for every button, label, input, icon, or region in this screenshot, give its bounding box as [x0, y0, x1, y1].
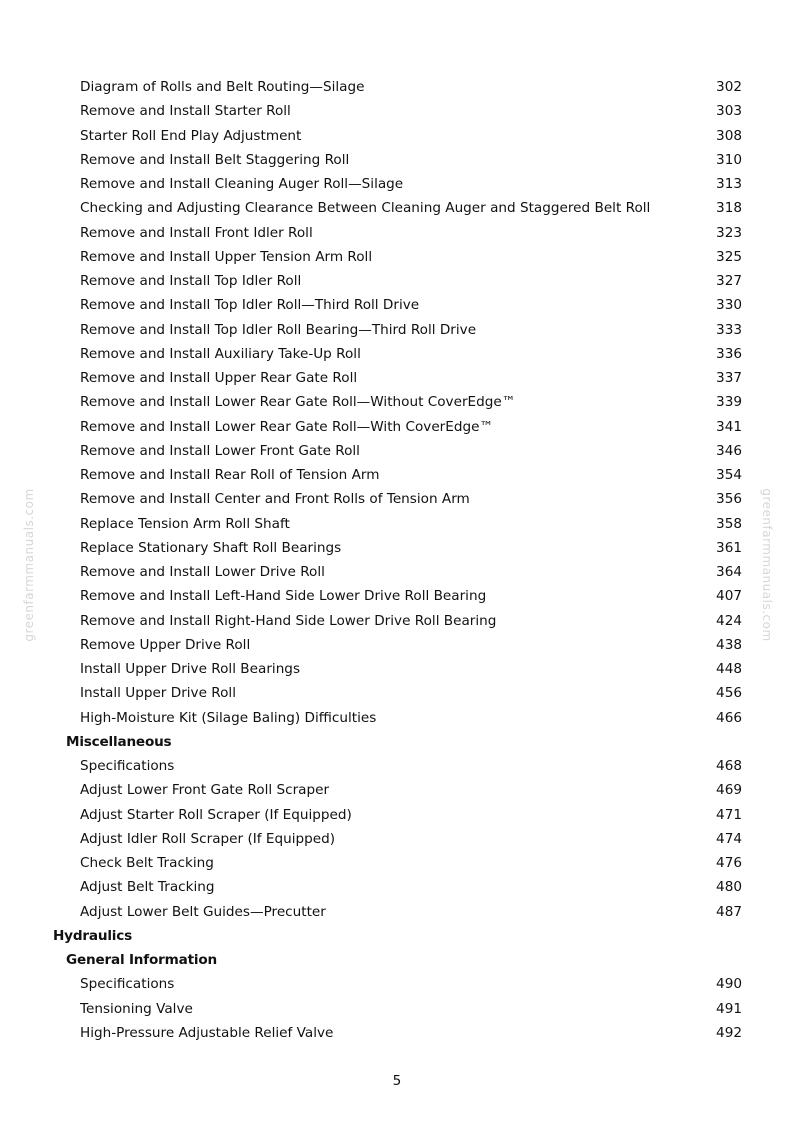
toc-entry-title: Install Upper Drive Roll Bearings: [80, 661, 301, 677]
toc-entry-title: High-Moisture Kit (Silage Baling) Difficulties: [80, 709, 377, 726]
toc-entry-page-number: 313: [716, 176, 742, 192]
toc-entry-title: Specifications: [80, 976, 175, 993]
toc-entry-title: Remove and Install Upper Tension Arm Roll: [80, 248, 373, 265]
toc-entry: [0, 657, 794, 681]
toc-entry-page-number: 327: [716, 273, 742, 289]
toc-entry-title: Specifications: [80, 758, 175, 774]
toc-entry-title: Install Upper Drive Roll: [80, 685, 236, 702]
toc-entry-page-number: 491: [716, 1000, 742, 1017]
toc-entry: [0, 633, 794, 657]
toc-entry-page-number: 336: [716, 345, 742, 362]
toc-entry: [0, 99, 794, 123]
toc-entry: [0, 560, 794, 584]
toc-entry: [0, 221, 794, 245]
toc-entry: [0, 681, 794, 705]
toc-entry-title: Tensioning Valve: [80, 1000, 193, 1017]
toc-entry-page-number: 407: [716, 588, 742, 605]
toc-entry-page-number: 341: [716, 418, 742, 435]
toc-entry: [0, 851, 794, 875]
toc-entry: [0, 342, 794, 366]
toc-entry-title: General Information: [66, 952, 217, 968]
toc-entry: [0, 463, 794, 487]
toc-entry-title: Remove and Install Auxiliary Take-Up Roll: [80, 345, 361, 362]
toc-entry: [0, 487, 794, 511]
toc-entry-page-number: 346: [716, 442, 742, 459]
toc-entry-title: Remove and Install Top Idler Roll—Third Roll Drive: [80, 297, 420, 314]
toc-entry-page-number: 468: [716, 758, 742, 774]
toc-entry-page-number: 325: [716, 248, 742, 265]
toc-entry-page-number: 490: [716, 976, 742, 993]
toc-entry-page-number: 469: [716, 782, 742, 799]
toc-entry-title: Remove and Install Starter Roll: [80, 103, 291, 120]
toc-entry: [0, 609, 794, 633]
toc-entry: [0, 584, 794, 608]
toc-entry-title: Remove and Install Lower Drive Roll: [80, 564, 325, 580]
toc-entry-title: Remove and Install Lower Rear Gate Roll—With CoverEdge™: [80, 418, 494, 435]
toc-entry-page-number: 354: [716, 467, 742, 483]
toc-entry: [0, 997, 794, 1021]
toc-entry-title: Checking and Adjusting Clearance Between Cleaning Auger and Staggered Belt Roll: [80, 200, 651, 217]
toc-entry-page-number: 474: [716, 830, 742, 847]
toc-entry-title: Remove and Install Belt Staggering Roll: [80, 151, 350, 168]
toc-entry-page-number: 448: [716, 661, 742, 677]
toc-entry-page-number: 339: [716, 394, 742, 411]
toc-entry: [0, 196, 794, 220]
toc-entry: [0, 172, 794, 196]
toc-section-heading: [0, 924, 794, 948]
toc-entry: [0, 1021, 794, 1045]
toc-entry-page-number: 471: [716, 806, 742, 823]
toc-entry-page-number: 456: [716, 685, 742, 702]
toc-entry-page-number: 303: [716, 103, 742, 120]
toc-entry-title: Remove and Install Front Idler Roll: [80, 224, 313, 241]
toc-section-heading: [0, 730, 794, 754]
toc-entry-page-number: 323: [716, 224, 742, 241]
toc-entry-page-number: 318: [716, 200, 742, 217]
toc-entry-title: Adjust Belt Tracking: [80, 879, 215, 896]
toc-entry: [0, 415, 794, 439]
toc-entry: [0, 803, 794, 827]
toc-entry-title: Adjust Lower Belt Guides—Precutter: [80, 903, 326, 920]
toc-entry-page-number: 424: [716, 612, 742, 629]
toc-entry-page-number: 466: [716, 709, 742, 726]
toc-entry-title: Remove and Install Lower Rear Gate Roll—Without CoverEdge™: [80, 394, 516, 411]
toc-entry-page-number: 487: [716, 903, 742, 920]
toc-entry-title: Remove and Install Top Idler Roll: [80, 273, 302, 289]
toc-entry-page-number: 438: [716, 636, 742, 653]
toc-entry: [0, 972, 794, 996]
toc-entry: [0, 536, 794, 560]
toc-entry-title: Remove and Install Upper Rear Gate Roll: [80, 370, 358, 386]
toc-entry-title: Replace Stationary Shaft Roll Bearings: [80, 539, 342, 556]
toc-section-heading: [0, 948, 794, 972]
toc-entry: [0, 512, 794, 536]
toc-entry-title: Adjust Idler Roll Scraper (If Equipped): [80, 830, 336, 847]
toc-entry: [0, 827, 794, 851]
toc-entry-title: Check Belt Tracking: [80, 855, 214, 871]
watermark-right: greenfarmmanuals.com: [760, 488, 774, 642]
toc-entry-page-number: 330: [716, 297, 742, 314]
toc-entry-page-number: 337: [716, 370, 742, 386]
toc-entry: [0, 245, 794, 269]
toc-entry-title: Remove and Install Cleaning Auger Roll—Silage: [80, 176, 404, 192]
toc-entry-page-number: 356: [716, 491, 742, 508]
toc-entry-title: High-Pressure Adjustable Relief Valve: [80, 1024, 334, 1041]
toc-entry-page-number: 480: [716, 879, 742, 896]
toc-entry: [0, 318, 794, 342]
toc-entry-page-number: 364: [716, 564, 742, 580]
toc-entry-title: Remove Upper Drive Roll: [80, 636, 251, 653]
page-number: 5: [392, 1073, 402, 1089]
toc-entry-title: Starter Roll End Play Adjustment: [80, 127, 302, 144]
toc-entry: [0, 293, 794, 317]
toc-entry: [0, 148, 794, 172]
toc-entry-title: Remove and Install Left-Hand Side Lower Drive Roll Bearing: [80, 588, 487, 605]
toc-entry: [0, 390, 794, 414]
toc-entry-page-number: 492: [716, 1024, 742, 1041]
toc-entry-title: Remove and Install Lower Front Gate Roll: [80, 442, 360, 459]
toc-entry: [0, 778, 794, 802]
watermark-left: greenfarmmanuals.com: [22, 488, 36, 642]
toc-entry-title: Adjust Lower Front Gate Roll Scraper: [80, 782, 330, 799]
toc-entry-title: Hydraulics: [53, 927, 132, 944]
toc-entry-title: Remove and Install Center and Front Rolls of Tension Arm: [80, 491, 470, 508]
toc-entry-page-number: 302: [716, 79, 742, 95]
toc-entry-title: Remove and Install Right-Hand Side Lower Drive Roll Bearing: [80, 612, 497, 629]
toc-entry: [0, 754, 794, 778]
toc-entry: [0, 439, 794, 463]
toc-entry: [0, 124, 794, 148]
toc-entry: [0, 900, 794, 924]
toc-entry-title: Adjust Starter Roll Scraper (If Equipped): [80, 806, 352, 823]
toc-entry-title: Diagram of Rolls and Belt Routing—Silage: [80, 79, 365, 95]
toc-entry: [0, 875, 794, 899]
toc-entry-title: Remove and Install Rear Roll of Tension Arm: [80, 467, 380, 483]
toc-entry-page-number: 361: [716, 539, 742, 556]
toc-entry-page-number: 310: [716, 151, 742, 168]
toc-entry: [0, 75, 794, 99]
toc-entry: [0, 706, 794, 730]
toc-entry-title: Remove and Install Top Idler Roll Bearing—Third Roll Drive: [80, 321, 477, 338]
toc-entry-page-number: 308: [716, 127, 742, 144]
toc-entry-page-number: 358: [716, 515, 742, 532]
toc-entry-title: Miscellaneous: [66, 733, 172, 750]
toc-entry: [0, 269, 794, 293]
table-of-contents: [0, 75, 794, 1045]
toc-entry-page-number: 476: [716, 855, 742, 871]
toc-entry: [0, 366, 794, 390]
toc-entry-title: Replace Tension Arm Roll Shaft: [80, 515, 290, 532]
toc-entry-page-number: 333: [716, 321, 742, 338]
